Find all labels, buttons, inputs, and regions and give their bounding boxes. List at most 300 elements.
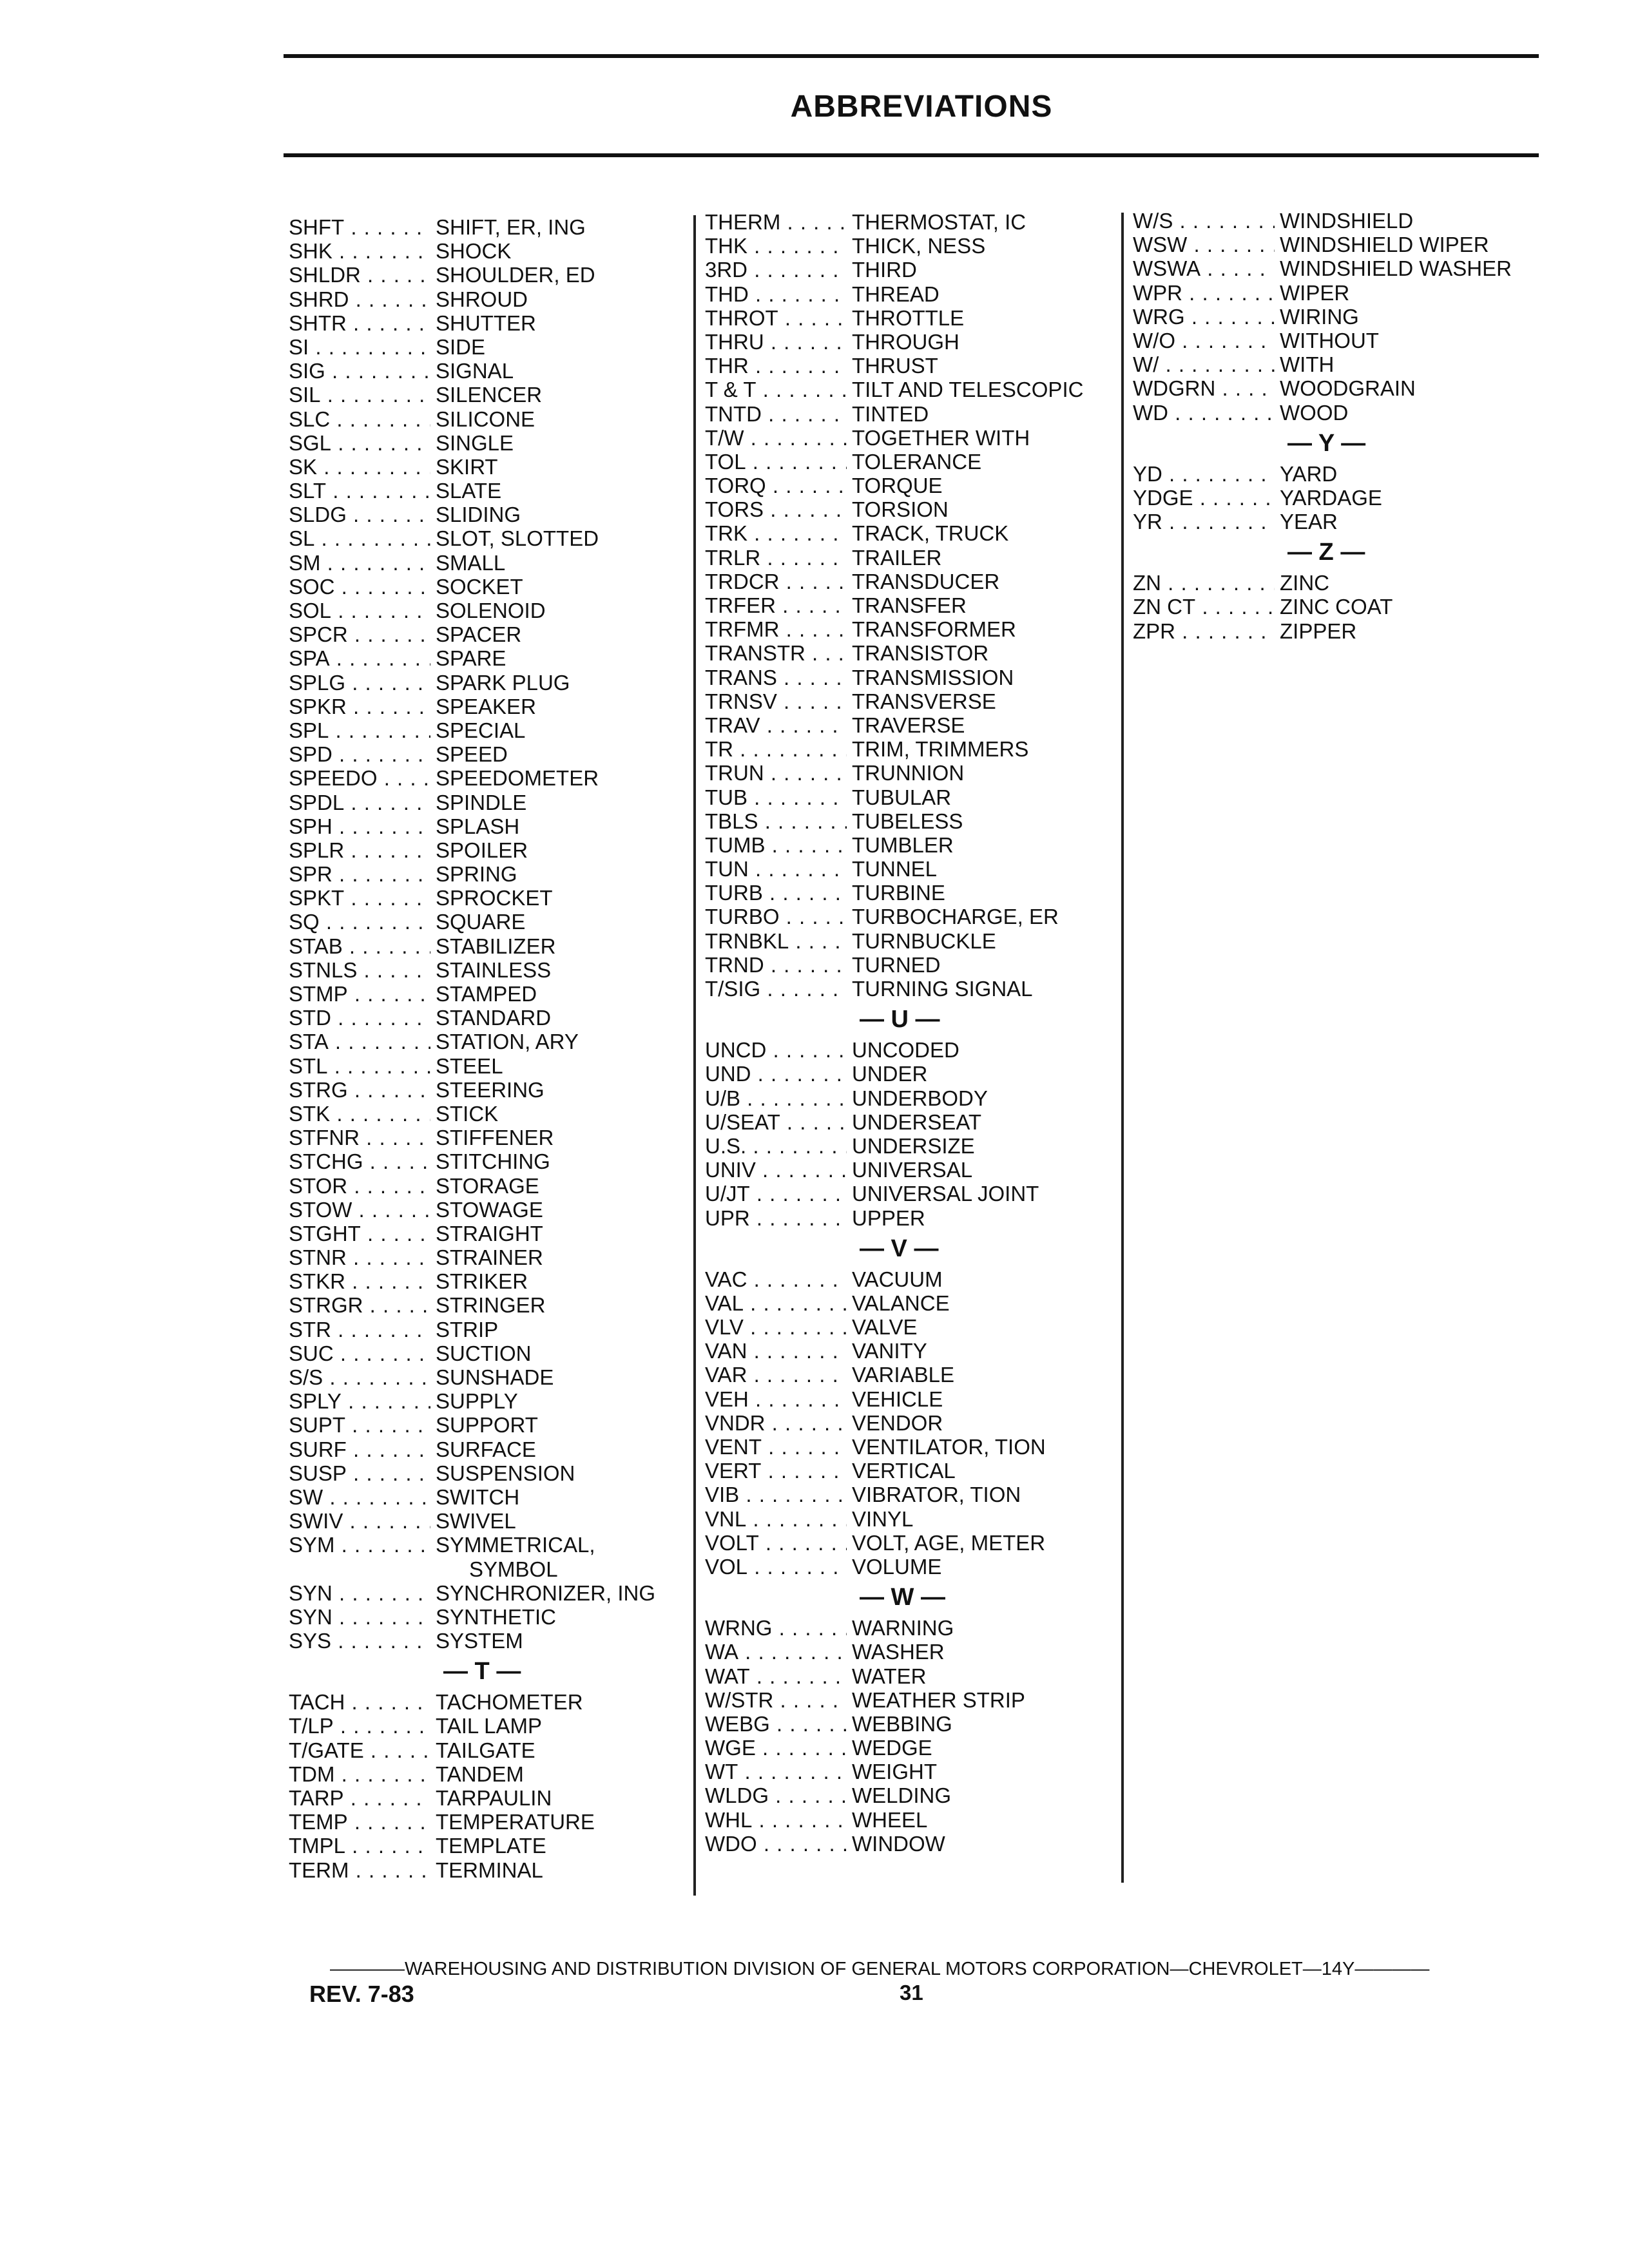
abbreviation-term: SOC . . . [289,575,430,599]
abbreviation-entry [289,359,688,383]
abbreviation-definition: SMALL [436,550,506,575]
abbreviation-term: SHLDR . . . [289,263,430,287]
abbreviation-entry [705,330,1104,354]
abbreviation-entry [705,1640,1104,1664]
abbreviation-term: STFNR . . . [289,1126,430,1149]
abbreviation-definition: VEHICLE [852,1387,943,1411]
abbreviation-term: VAN . . . [705,1339,847,1363]
abbreviation-definition: TRANSFORMER [852,617,1016,642]
abbreviation-definition: STAINLESS [436,957,552,982]
abbreviation-term: SPLY . . . [289,1389,430,1413]
abbreviation-term: U/B . . . [705,1086,847,1110]
abbreviation-term: T/W . . . [705,426,847,450]
abbreviation-term: STRGR . . . [289,1293,430,1317]
abbreviation-term: TRNBKL . . . [705,929,847,953]
abbreviation-definition: THROTTLE [852,305,965,330]
abbreviation-entry [705,617,1104,641]
abbreviation-definition: ZINC COAT [1280,595,1393,619]
abbreviation-definition: SOCKET [436,574,523,599]
abbreviation-term: TRDCR . . . [705,570,847,593]
abbreviation-definition: WEATHER STRIP [852,1687,1025,1712]
abbreviation-term: SGL . . . [289,431,430,455]
abbreviation-definition: WHEEL [852,1807,928,1832]
abbreviation-entry [705,905,1104,928]
abbreviation-term: 3RD . . . [705,258,847,282]
abbreviation-definition: UNDERSIZE [852,1133,975,1158]
abbreviation-definition: TURNBUCKLE [852,928,996,953]
abbreviation-entry [289,1126,688,1149]
abbreviation-definition: TACHOMETER [436,1690,583,1715]
abbreviation-definition: WOODGRAIN [1280,376,1416,401]
abbreviation-entry [289,1690,688,1714]
abbreviation-entry [1133,281,1532,305]
abbreviation-entry [289,263,688,287]
abbreviation-definition: SPARK PLUG [436,670,570,695]
abbreviation-definition: TAILGATE [436,1738,535,1762]
abbreviation-definition: SHUTTER [436,311,536,335]
abbreviation-entry [289,1461,688,1485]
column-divider [693,215,696,1896]
abbreviation-entry [705,282,1104,306]
abbreviation-definition: SHIFT, ER, ING [436,215,586,239]
abbreviation-entry [289,838,688,862]
abbreviation-entry [289,1738,688,1762]
abbreviation-definition: WEBBING [852,1711,952,1736]
abbreviation-term: SYN . . . [289,1605,430,1629]
abbreviation-term: S/S . . . [289,1365,430,1389]
abbreviation-definition: THRUST [852,354,938,378]
abbreviation-term: STOR . . . [289,1174,430,1198]
top-rule [284,54,1539,58]
abbreviation-entry [705,1267,1104,1291]
abbreviation-definition: TURNING SIGNAL [852,977,1033,1001]
abbreviation-term: TORS . . . [705,497,847,521]
abbreviation-entry [289,1557,688,1581]
abbreviation-definition: UNIVERSAL [852,1158,973,1182]
abbreviation-definition: UNCODED [852,1038,959,1062]
abbreviation-definition: TRANSDUCER [852,569,1000,593]
abbreviation-term: T/GATE . . . [289,1738,430,1762]
abbreviation-definition: SILENCER [436,383,543,407]
abbreviation-entry [705,258,1104,282]
abbreviation-definition: SILICONE [436,407,535,431]
abbreviation-entry [289,503,688,526]
abbreviation-entry [289,910,688,934]
abbreviation-term: STR . . . [289,1318,430,1341]
abbreviation-term: SPL . . . [289,718,430,742]
abbreviation-term: TRANS . . . [705,666,847,689]
abbreviation-entry [705,354,1104,378]
abbreviation-entry [289,1413,688,1437]
abbreviation-entry [289,934,688,958]
abbreviation-definition: WINDSHIELD WASHER [1280,256,1512,281]
abbreviation-term: TURBO . . . [705,905,847,928]
abbreviation-term: TORQ . . . [705,474,847,497]
abbreviation-entry [289,814,688,838]
abbreviation-term: U.S. . . . [705,1134,847,1158]
abbreviation-definition: VANITY [852,1339,927,1363]
abbreviation-definition: VACUUM [852,1267,943,1291]
abbreviation-term: W/S . . . [1133,209,1275,233]
abbreviation-entry [705,1182,1104,1206]
abbreviation-term: VOL . . . [705,1555,847,1579]
abbreviation-column-2 [705,210,1104,1856]
abbreviation-entry [289,1174,688,1198]
abbreviation-term: TRAV . . . [705,713,847,737]
abbreviation-definition: STRAIGHT [436,1221,543,1245]
abbreviation-term: SPEEDO . . . [289,766,430,790]
abbreviation-entry [705,1483,1104,1506]
section-letter-heading: — W — [860,1584,945,1611]
abbreviation-entry [705,1363,1104,1387]
abbreviation-term: WEBG . . . [705,1712,847,1736]
abbreviation-definition: SINGLE [436,430,514,455]
abbreviation-entry [705,1086,1104,1110]
abbreviation-definition: WARNING [852,1616,954,1640]
abbreviation-entry [705,881,1104,905]
abbreviation-term [289,1557,430,1581]
abbreviation-definition: SIDE [436,334,486,359]
abbreviation-term: SUPT . . . [289,1413,430,1437]
abbreviation-term: STKR . . . [289,1269,430,1293]
abbreviation-entry [289,646,688,670]
abbreviation-entry [289,455,688,479]
abbreviation-definition: VENDOR [852,1410,943,1435]
abbreviation-entry [289,766,688,790]
abbreviation-entry [705,1664,1104,1688]
abbreviation-term: TUB . . . [705,785,847,809]
abbreviation-term: SPLR . . . [289,838,430,862]
abbreviation-definition: STRAINER [436,1245,543,1270]
abbreviation-term: SHRD . . . [289,287,430,311]
abbreviation-definition: TRAVERSE [852,713,965,737]
abbreviation-entry [289,1149,688,1173]
abbreviation-entry [705,1736,1104,1760]
abbreviation-entry [705,210,1104,234]
abbreviation-entry [705,857,1104,881]
abbreviation-term: TDM . . . [289,1762,430,1786]
abbreviation-term: SM . . . [289,551,430,575]
abbreviation-term: STAB . . . [289,934,430,958]
abbreviation-entry [705,1435,1104,1459]
abbreviation-entry [289,791,688,814]
abbreviation-entry [289,1222,688,1245]
abbreviation-definition: VALVE [852,1315,918,1340]
abbreviation-entry [705,1062,1104,1086]
abbreviation-entry [705,1315,1104,1339]
abbreviation-definition: WELDING [852,1783,952,1808]
abbreviation-term: VNDR . . . [705,1411,847,1435]
abbreviation-entry [1133,462,1532,486]
abbreviation-term: TEMP . . . [289,1810,430,1834]
abbreviation-definition: SPEED [436,742,508,767]
abbreviation-entry [705,546,1104,570]
abbreviation-term: WT . . . [705,1760,847,1783]
abbreviation-term: TRLR . . . [705,546,847,570]
abbreviation-column-1 [289,215,688,1882]
abbreviation-definition: WEDGE [852,1736,932,1760]
abbreviation-entry [705,785,1104,809]
abbreviation-definition: TANDEM [436,1762,524,1786]
abbreviation-definition: WEIGHT [852,1760,937,1784]
abbreviation-term: SI . . . [289,335,430,359]
abbreviation-definition: THROUGH [852,329,959,354]
abbreviation-entry [705,1459,1104,1483]
abbreviation-definition: TAIL LAMP [436,1714,543,1738]
title-underline [284,153,1539,157]
abbreviation-definition: SPEAKER [436,694,536,718]
abbreviation-definition: WINDSHIELD [1280,209,1414,233]
abbreviation-term: SLT . . . [289,479,430,503]
abbreviation-definition: SPACER [436,622,522,647]
abbreviation-entry [289,1389,688,1413]
abbreviation-definition: SPARE [436,646,506,671]
abbreviation-definition: TRIM, TRIMMERS [852,737,1029,762]
abbreviation-definition: THREAD [852,282,940,306]
abbreviation-definition: TRACK, TRUCK [852,521,1009,546]
abbreviation-definition: VARIABLE [852,1363,954,1387]
abbreviation-definition: WOOD [1280,400,1349,425]
abbreviation-entry [289,1533,688,1557]
abbreviation-term: SYN . . . [289,1581,430,1605]
abbreviation-term: SPD . . . [289,742,430,766]
abbreviation-definition: WITHOUT [1280,328,1379,352]
abbreviation-entry [705,1291,1104,1315]
abbreviation-term: YR . . . [1133,510,1275,533]
abbreviation-term: TRND . . . [705,953,847,977]
abbreviation-term: WD . . . [1133,401,1275,425]
abbreviation-entry [289,1581,688,1605]
abbreviation-term: SIG . . . [289,359,430,383]
abbreviation-entry [289,1006,688,1030]
abbreviation-definition: SYNTHETIC [436,1604,557,1629]
abbreviation-definition: TURBOCHARGE, ER [852,905,1059,929]
abbreviation-term: WRG . . . [1133,305,1275,329]
abbreviation-term: STD . . . [289,1006,430,1030]
section-letter-heading: — U — [860,1006,940,1033]
abbreviation-term: SPA . . . [289,646,430,670]
abbreviation-term: STMP . . . [289,982,430,1006]
abbreviation-term: STNLS . . . [289,958,430,982]
abbreviation-entry [289,671,688,695]
abbreviation-definition: SPINDLE [436,790,527,814]
abbreviation-definition: STEEL [436,1053,503,1078]
abbreviation-term: SQ . . . [289,910,430,934]
abbreviation-term: VOLT . . . [705,1531,847,1555]
abbreviation-definition: SWIVEL [436,1509,516,1533]
abbreviation-definition: SYMMETRICAL, [436,1533,595,1557]
abbreviation-term: VENT . . . [705,1435,847,1459]
abbreviation-definition: TRANSVERSE [852,689,996,713]
abbreviation-entry [289,1245,688,1269]
abbreviation-entry [289,335,688,359]
abbreviation-entry [289,1509,688,1533]
abbreviation-entry [1133,619,1532,643]
abbreviation-definition: TRUNNION [852,761,965,785]
abbreviation-entry [705,1555,1104,1579]
abbreviation-entry [1133,401,1532,425]
abbreviation-term: TRNSV . . . [705,689,847,713]
abbreviation-entry [289,431,688,455]
abbreviation-term: ZN . . . [1133,571,1275,595]
abbreviation-definition: VIBRATOR, TION [852,1483,1021,1507]
abbreviation-definition: TARPAULIN [436,1786,552,1810]
section-letter-heading: — Z — [1287,539,1365,566]
abbreviation-term: STK . . . [289,1102,430,1126]
abbreviation-entry [705,737,1104,761]
abbreviation-entry [289,718,688,742]
abbreviation-definition: STRIP [436,1317,499,1341]
abbreviation-entry [705,378,1104,401]
abbreviation-entry [705,450,1104,474]
abbreviation-entry [1133,571,1532,595]
abbreviation-entry [289,1198,688,1222]
abbreviation-entry [1133,233,1532,256]
abbreviation-entry [1133,352,1532,376]
abbreviation-entry [1133,510,1532,533]
abbreviation-definition: TRANSISTOR [852,641,989,666]
abbreviation-term: UNIV . . . [705,1158,847,1182]
abbreviation-term: ZPR . . . [1133,619,1275,643]
abbreviation-term: SPDL . . . [289,791,430,814]
abbreviation-definition: SPLASH [436,814,520,838]
abbreviation-term: SIL . . . [289,383,430,407]
abbreviation-entry [289,407,688,431]
abbreviation-term: THRU . . . [705,330,847,354]
abbreviation-term: VIB . . . [705,1483,847,1506]
abbreviation-term: W/ . . . [1133,352,1275,376]
abbreviation-term: WSW . . . [1133,233,1275,256]
abbreviation-entry [289,1810,688,1834]
abbreviation-definition: TURNED [852,952,941,977]
abbreviation-term: SK . . . [289,455,430,479]
abbreviation-term: WPR . . . [1133,281,1275,305]
abbreviation-entry [289,287,688,311]
abbreviation-definition: STICK [436,1101,499,1126]
abbreviation-definition: STANDARD [436,1006,552,1030]
abbreviation-entry [289,1714,688,1738]
abbreviation-entry [705,1206,1104,1230]
abbreviation-entry [705,521,1104,545]
abbreviation-definition: SPEEDOMETER [436,766,599,791]
abbreviation-term: UPR . . . [705,1206,847,1230]
abbreviation-definition: STABILIZER [436,934,556,958]
abbreviation-entry [705,666,1104,689]
abbreviation-entry [289,599,688,622]
abbreviation-term: STGHT . . . [289,1222,430,1245]
abbreviation-term: TOL . . . [705,450,847,474]
abbreviation-term: WRNG . . . [705,1616,847,1640]
abbreviation-definition: THICK, NESS [852,234,986,258]
abbreviation-entry [705,402,1104,426]
abbreviation-definition: SIGNAL [436,359,514,383]
abbreviation-entry [705,1760,1104,1783]
abbreviation-entry [289,1485,688,1509]
abbreviation-term: SPKR . . . [289,695,430,718]
abbreviation-entry [1133,209,1532,233]
revision-label: REV. 7-83 [309,1981,414,2007]
abbreviation-definition: VOLUME [852,1554,942,1579]
abbreviation-definition: SURFACE [436,1437,536,1461]
abbreviation-definition: STRIKER [436,1269,528,1294]
abbreviation-entry [289,622,688,646]
abbreviation-entry [705,833,1104,857]
page-title: ABBREVIATIONS [790,90,1053,124]
abbreviation-definition: TUMBLER [852,832,954,857]
abbreviation-definition: STORAGE [436,1173,539,1198]
abbreviation-definition: TERMINAL [436,1858,543,1882]
abbreviation-entry [705,641,1104,665]
abbreviation-definition: WASHER [852,1640,945,1664]
abbreviation-entry [705,953,1104,977]
abbreviation-entry [705,1387,1104,1411]
abbreviation-term: STL . . . [289,1054,430,1078]
abbreviation-term: TRK . . . [705,521,847,545]
abbreviation-definition: SYMBOL [469,1557,558,1581]
abbreviation-definition: STIFFENER [436,1126,554,1150]
abbreviation-term: TACH . . . [289,1690,430,1714]
abbreviation-entry [289,1102,688,1126]
abbreviation-entry [289,239,688,263]
abbreviation-definition: SKIRT [436,454,498,479]
abbreviation-definition: TOLERANCE [852,449,982,474]
abbreviation-definition: STEERING [436,1077,545,1102]
abbreviation-entry [705,1038,1104,1062]
abbreviation-term: THROT . . . [705,306,847,330]
abbreviation-entry [289,1293,688,1317]
abbreviation-entry [705,1616,1104,1640]
abbreviation-definition: YARDAGE [1280,485,1382,510]
abbreviation-term: SLC . . . [289,407,430,431]
abbreviation-term: T/SIG . . . [705,977,847,1001]
abbreviation-entry [289,1786,688,1810]
abbreviation-entry [705,1134,1104,1158]
abbreviation-term: SL . . . [289,526,430,550]
abbreviation-entry [1133,305,1532,329]
abbreviation-definition: SUPPLY [436,1389,518,1414]
abbreviation-definition: TORSION [852,497,949,522]
abbreviation-term: SHTR . . . [289,311,430,335]
abbreviation-entry [1133,376,1532,400]
abbreviation-entry [289,1078,688,1102]
section-letter-heading: — Y — [1287,429,1366,457]
abbreviation-entry [705,1808,1104,1832]
abbreviation-term: TURB . . . [705,881,847,905]
abbreviation-term: SYS . . . [289,1629,430,1653]
abbreviation-term: TRANSTR . . . [705,641,847,665]
abbreviation-term: WDGRN . . . [1133,376,1275,400]
abbreviation-entry [289,862,688,886]
abbreviation-entry [289,526,688,550]
abbreviation-entry [705,977,1104,1001]
abbreviation-definition: SUSPENSION [436,1461,575,1485]
abbreviation-definition: SHROUD [436,287,528,311]
abbreviation-term: WLDG . . . [705,1783,847,1807]
abbreviation-definition: WITH [1280,352,1335,377]
abbreviation-term: VAL . . . [705,1291,847,1315]
abbreviation-definition: TRANSFER [852,593,967,617]
abbreviation-entry [289,1365,688,1389]
abbreviation-entry [289,383,688,407]
abbreviation-term: TUN . . . [705,857,847,881]
abbreviation-definition: VERTICAL [852,1459,956,1483]
abbreviation-entry [705,1339,1104,1363]
abbreviation-term: THERM . . . [705,210,847,234]
abbreviation-definition: WIRING [1280,304,1359,329]
abbreviation-term: WHL . . . [705,1808,847,1832]
abbreviation-entry [705,306,1104,330]
abbreviation-term: YDGE . . . [1133,486,1275,510]
